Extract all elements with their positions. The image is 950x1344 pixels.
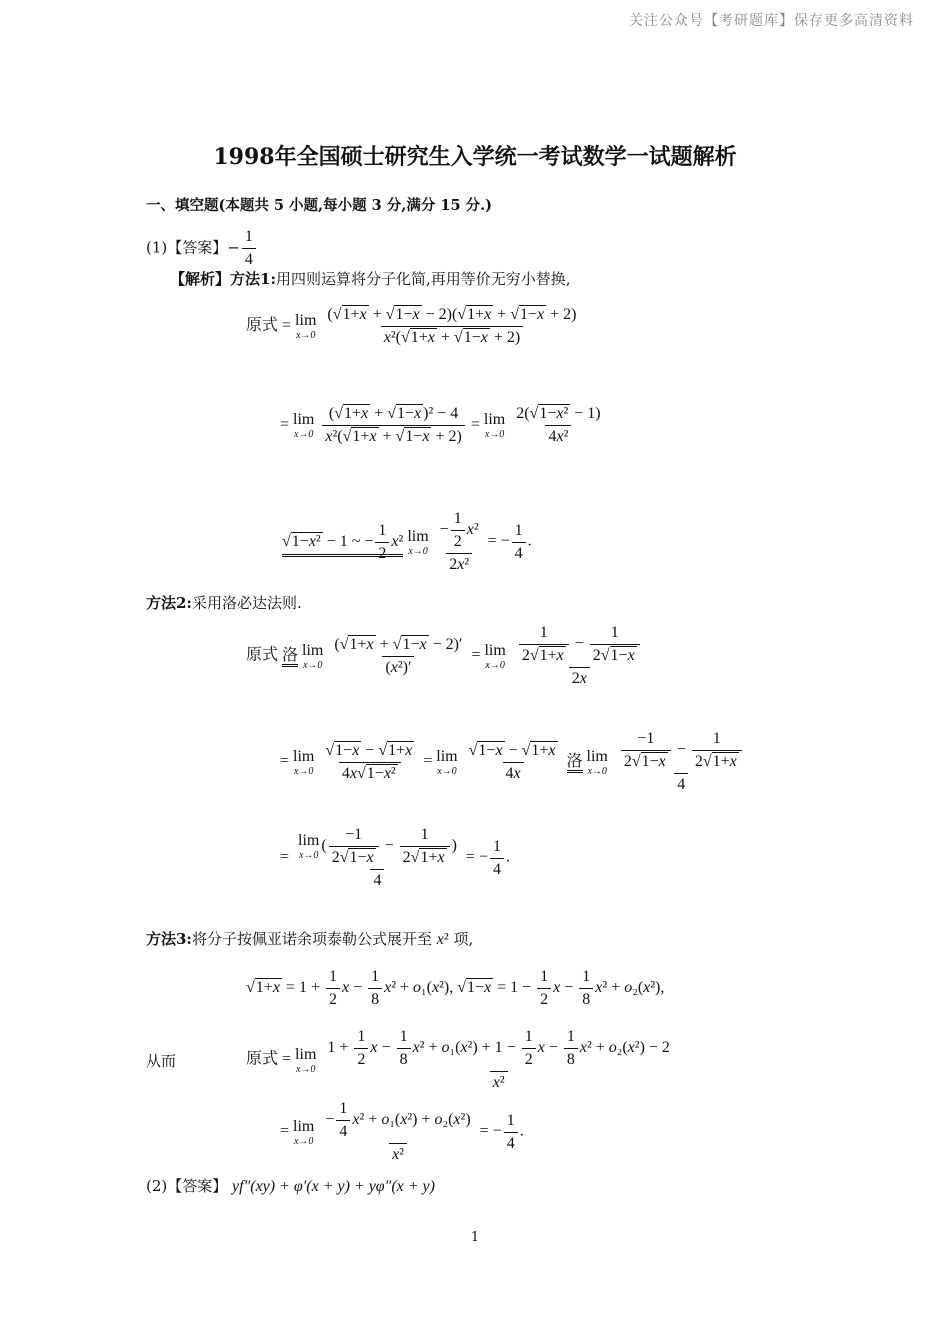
- method3-eq2: 原式 = lim x→0 1 + $\frac{1}{2}$ x − $\frac{1}{8}$ x² + o₁(x²) + 1 − $\frac{1}{2}$ x − $\frac{1}{8}$ x² + o₂(x²) − 2 x²: [246, 1028, 670, 1091]
- q2-label: (2)【答案】: [146, 1177, 228, 1195]
- watermark: 关注公众号【考研题库】保存更多高清资料: [629, 13, 914, 29]
- q1-analysis: 【解析】方法1:用四则运算将分子化简,再用等价无穷小替换,: [170, 270, 571, 288]
- method1-eq3: √1−x² − 1 ~ − $\frac{1}{2}$ x² lim x→0 − $\frac{1}{2}$ x² 2x² = − $\frac{1}{4}$ .: [282, 510, 532, 573]
- method2-heading: 方法2:采用洛必达法则.: [146, 594, 302, 612]
- section-heading: 一、填空题(本题共 5 小题,每小题 3 分,满分 15 分.): [146, 197, 493, 214]
- method3-eq3: = lim x→0 − $\frac{1}{4}$ x² + o₁(x²) + o₂(x²) x² = − $\frac{1}{4}$ .: [280, 1100, 524, 1163]
- congr-label: 从而: [146, 1052, 177, 1070]
- q2-answer: (2)【答案】 yf″(xy) + φ′(x + y) + yφ″(x + y): [146, 1177, 435, 1195]
- method1-eq2: = lim x→0 $\frac{\text{(√1+x + √1−x )² − 4}}{\text{x²(√1+x + √1−x + 2)}}$ = lim x→0 $\frac{\text{2(√1−x² − 1)}}{\text{4x²}}$: [280, 405, 601, 445]
- method1-eq1: 原式 = lim x→0 $\frac{(√1+x + √1-x - 2)(√1+x + √1-x + 2)}{\text{x²(√1+x + √1−x + 2)}}$: [246, 306, 577, 346]
- page-number: 1: [470, 1230, 480, 1245]
- page-title: 1998年全国硕士研究生入学统一考试数学一试题解析: [213, 144, 737, 170]
- method2-eq3: = lim x→0 ( $\frac{-1}{2√1-x}$ − $\frac{1}{2√1+x}$ ) 4 = − $\frac{1}{4}$ .: [280, 826, 510, 889]
- q1-label: (1)【答案】: [146, 238, 228, 257]
- method2-eq1: 原式 洛 lim x→0 $\frac{(√1+x + √1-x - 2)'}{\text{(x²)′}}$ = lim x→0 $\frac{1}{2√1+x}$ − $\frac{1}{2√1-x}$ 2x: [246, 624, 647, 688]
- q1-answer: (1)【答案】− $\frac{1}{4}$: [146, 228, 258, 269]
- method3-heading: 方法3:将分子按佩亚诺余项泰勒公式展开至 x² 项,: [146, 930, 474, 948]
- method2-eq2: = lim x→0 $\frac{√1-x - √1+x}{\text{4x√1−x²}}$ = lim x→0 $\frac{√1-x - √1+x}{4x}$ 洛 lim x→0 $\frac{-1}{2√1-x}$ − $\frac{1}{2√1+x}$ 4: [280, 730, 749, 794]
- method3-taylor: √1+x = 1 + $\frac{1}{2}$ x − $\frac{1}{8}$ x² + o₁(x²), √1−x = 1 − $\frac{1}{2}$ x − $\frac{1}{8}$ x² + o₂(x²),: [246, 968, 665, 1008]
